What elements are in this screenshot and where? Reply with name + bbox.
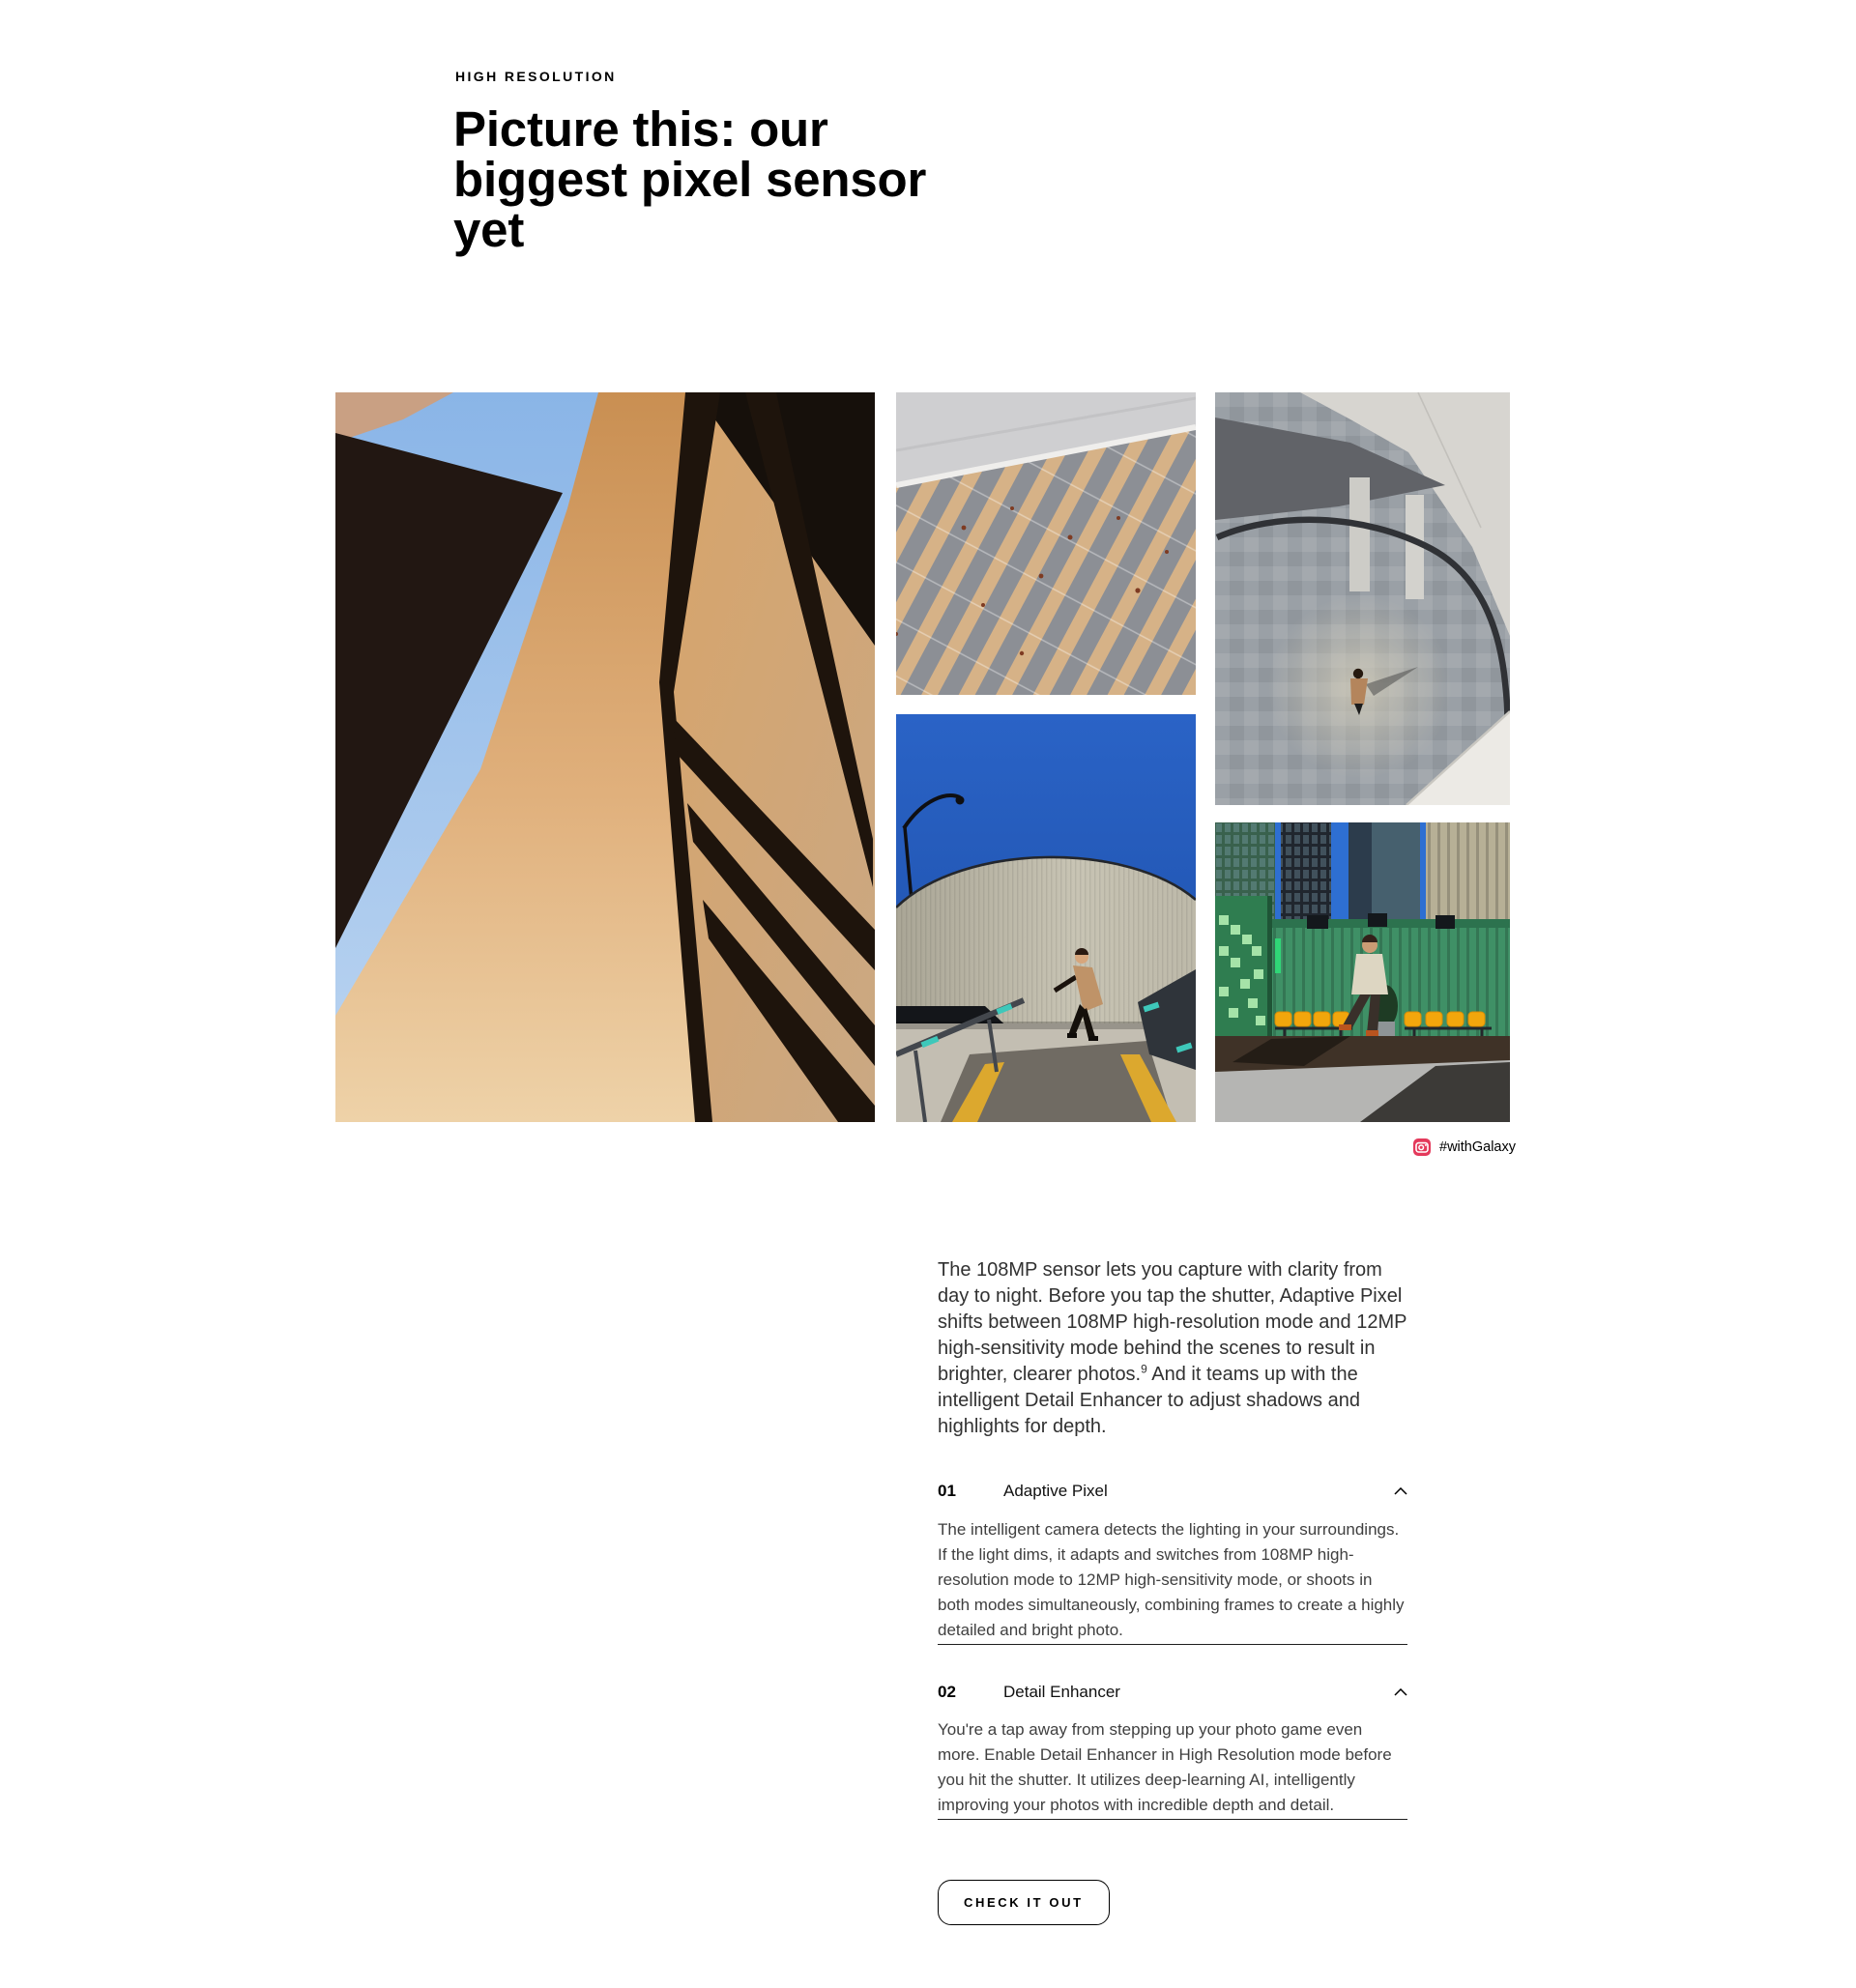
withgalaxy-link[interactable] bbox=[1413, 1138, 1516, 1157]
photo-architectural-fins-art bbox=[335, 392, 875, 1122]
check-it-out-button[interactable]: CHECK IT OUT bbox=[938, 1880, 1110, 1925]
photo-courtyard-art bbox=[1215, 392, 1510, 805]
galaxy-camera-icon bbox=[1413, 1138, 1431, 1156]
accordion-body: The intelligent camera detects the lighting in your surroundings. If the light dims, it adapts and switches from 108MP high-resolution mode to 12MP high-sensitivity mode, or shoots in both modes simultaneously, combining frames to create a highly detailed and bright photo. bbox=[938, 1520, 1405, 1639]
chevron-up-icon[interactable] bbox=[1394, 1487, 1407, 1495]
accordion-body: You're a tap away from stepping up your photo game even more. Enable Detail Enhancer in High Resolution mode before you hit the shutter. It utilizes deep-learning AI, intelligently improving your photos with incredible depth and detail. bbox=[938, 1720, 1392, 1814]
footnote-ref-9[interactable]: 9 bbox=[1141, 1362, 1147, 1376]
page-title-line-1: Picture this: our bbox=[453, 101, 828, 157]
accordion-header-detail-enhancer[interactable] bbox=[938, 1681, 1407, 1704]
accordion-number: 02 bbox=[938, 1683, 956, 1701]
feature-paragraph bbox=[938, 1257, 1408, 1440]
photo-plaza-art bbox=[896, 392, 1196, 695]
photo-containers-art bbox=[1215, 822, 1510, 1122]
photo-overhead-courtyard bbox=[1215, 392, 1510, 805]
paragraph-text: The 108MP sensor lets you capture with clarity from day to night. Before you tap the shutter, Adaptive Pixel shifts between 108MP high-resolution mode and 12MP high-sensitivity mode behind the scenes to result in brighter, clearer photos. bbox=[938, 1259, 1407, 1385]
photo-plaza-shadow-stripes bbox=[896, 392, 1196, 695]
paragraph-text-cont: And it teams up with the intelligent Detail Enhancer to adjust shadows and highlights for depth. bbox=[938, 1364, 1360, 1437]
photo-container-benches bbox=[1215, 822, 1510, 1122]
accordion-header-adaptive-pixel[interactable] bbox=[938, 1480, 1407, 1503]
accordion-item-detail-enhancer bbox=[938, 1681, 1407, 1820]
page-title bbox=[453, 101, 927, 257]
page-title-line-3: yet bbox=[453, 202, 525, 257]
withgalaxy-label: #withGalaxy bbox=[1439, 1139, 1516, 1155]
photo-architectural-fins bbox=[335, 392, 875, 1122]
accordion-title: Detail Enhancer bbox=[1003, 1683, 1120, 1701]
chevron-up-icon[interactable] bbox=[1394, 1688, 1407, 1696]
photo-escalator-walker bbox=[896, 714, 1196, 1122]
accordion-number: 01 bbox=[938, 1482, 956, 1500]
photo-escalator-art bbox=[896, 714, 1196, 1122]
accordion-item-adaptive-pixel bbox=[938, 1480, 1407, 1645]
section-eyebrow: HIGH RESOLUTION bbox=[455, 69, 617, 84]
accordion-title: Adaptive Pixel bbox=[1003, 1482, 1108, 1500]
page-title-line-2: biggest pixel sensor bbox=[453, 152, 927, 207]
